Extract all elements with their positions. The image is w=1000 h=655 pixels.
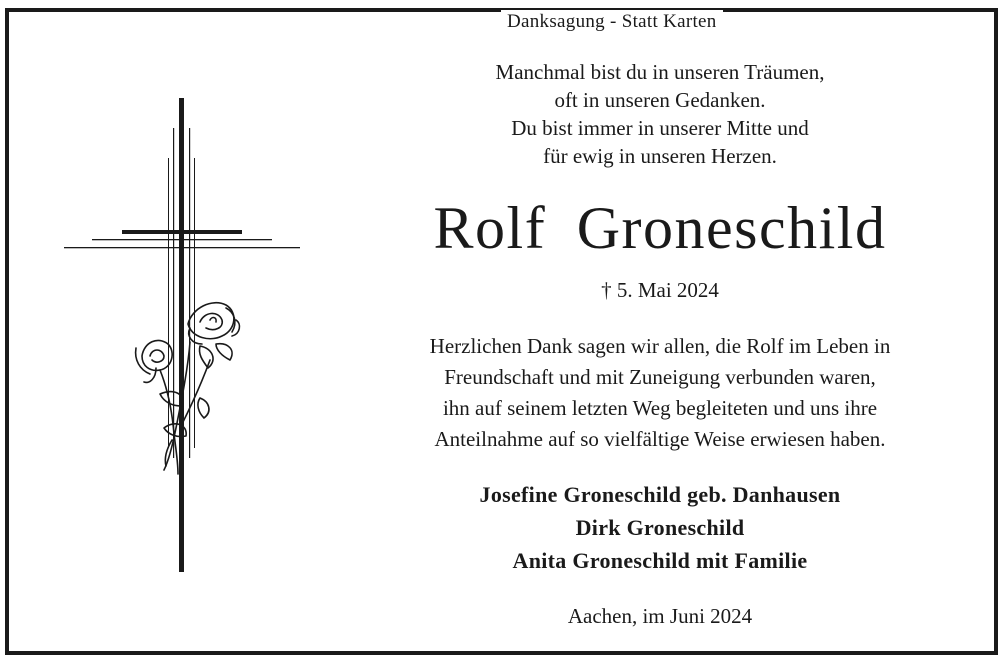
poem-line: Manchmal bist du in unseren Träumen, (495, 60, 825, 84)
thanks-line: Herzlichen Dank sagen wir allen, die Rolf im Leben in (429, 334, 891, 358)
thanks-text (340, 331, 980, 455)
thanks-line: Anteilnahme auf so vielfältige Weise erwiesen haben. (434, 427, 886, 451)
poem-line: Du bist immer in unserer Mitte und (511, 116, 809, 140)
thanks-line: Freundschaft und mit Zuneigung verbunden waren, (444, 365, 876, 389)
family-signatures (340, 478, 980, 577)
death-date: † 5. Mai 2024 (601, 278, 719, 302)
place-and-date: Aachen, im Juni 2024 (567, 604, 753, 628)
memorial-poem (340, 58, 980, 170)
deceased-name: Rolf Groneschild (433, 195, 887, 261)
poem-line: für ewig in unseren Herzen. (543, 144, 777, 168)
family-name: Anita Groneschild mit Familie (512, 548, 808, 573)
poem-line: oft in unseren Gedanken. (554, 88, 766, 112)
notice-header: Danksagung - Statt Karten (501, 10, 723, 34)
thanks-line: ihn auf seinem letzten Weg begleiteten und uns ihre (442, 396, 878, 420)
family-name: Josefine Groneschild geb. Danhausen (479, 482, 841, 507)
family-name: Dirk Groneschild (575, 515, 745, 540)
cross-with-roses-icon (60, 98, 305, 576)
